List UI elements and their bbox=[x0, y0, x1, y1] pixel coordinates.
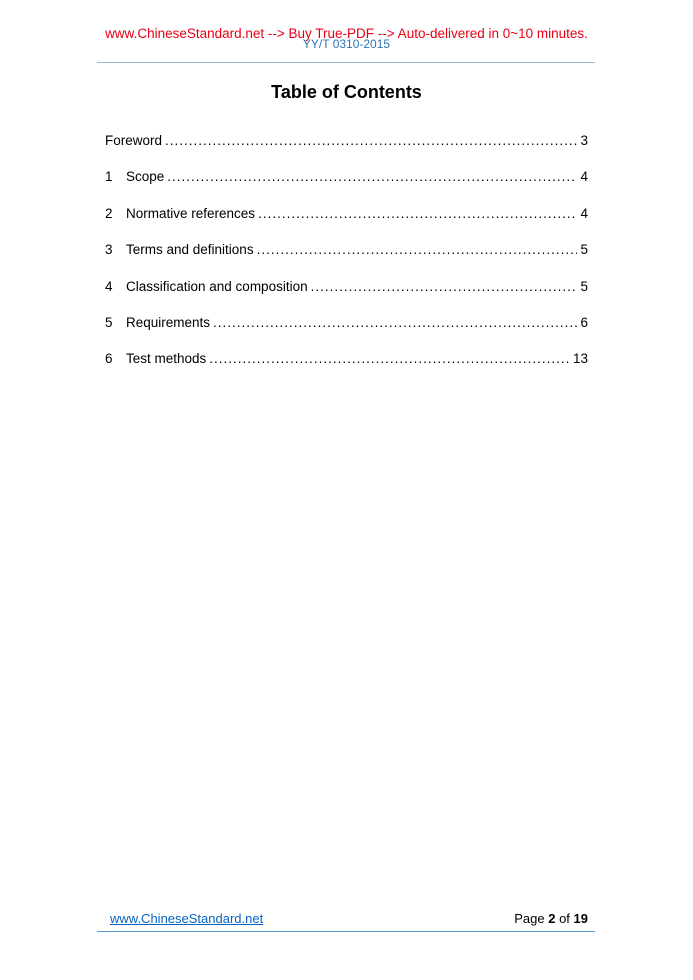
toc-entry-number: 2 bbox=[105, 205, 113, 221]
footer-page-prefix: Page bbox=[514, 911, 545, 926]
toc-entry-requirements bbox=[105, 315, 588, 351]
toc-entry-label: Foreword bbox=[105, 133, 163, 148]
toc-entry-number: 3 bbox=[105, 242, 113, 258]
dot-leader bbox=[257, 242, 578, 257]
toc-entry-label: Classification and composition bbox=[126, 278, 308, 294]
toc-entry-label: Test methods bbox=[126, 351, 207, 367]
dot-leader bbox=[311, 279, 578, 294]
footer-page-indicator bbox=[514, 911, 588, 926]
toc-entry-page: 4 bbox=[580, 169, 588, 185]
footer-divider bbox=[97, 931, 595, 932]
toc-entry-terms-and-definitions bbox=[105, 242, 588, 278]
toc-entry-label: Scope bbox=[126, 169, 165, 185]
footer-page-total: 19 bbox=[573, 911, 588, 926]
toc-entry-label: Requirements bbox=[126, 314, 211, 330]
dot-leader bbox=[258, 206, 577, 221]
toc-entry-page: 13 bbox=[572, 351, 588, 367]
dot-leader bbox=[167, 169, 577, 184]
table-of-contents bbox=[105, 133, 588, 388]
toc-entry-label: Normative references bbox=[126, 205, 256, 221]
footer-page-of: of bbox=[559, 911, 570, 926]
header-divider bbox=[97, 62, 595, 63]
footer-page-current: 2 bbox=[548, 911, 556, 926]
toc-entry-number: 5 bbox=[105, 314, 113, 330]
toc-entry-number: 6 bbox=[105, 351, 113, 367]
document-number: YY/T 0310-2015 bbox=[302, 37, 391, 51]
toc-entry-label: Terms and definitions bbox=[126, 242, 254, 258]
toc-entry-normative-references bbox=[105, 206, 588, 242]
dot-leader bbox=[165, 133, 577, 148]
toc-entry-page: 5 bbox=[580, 278, 588, 294]
toc-entry-page: 6 bbox=[580, 314, 588, 330]
toc-entry-test-methods bbox=[105, 351, 588, 387]
toc-entry-number: 1 bbox=[105, 169, 113, 185]
toc-entry-page: 3 bbox=[580, 133, 588, 148]
promo-banner-text: www.ChineseStandard.net --> Buy True-PDF --> Auto-delivered in 0~10 minutes. bbox=[105, 26, 588, 41]
footer-website-link[interactable]: www.ChineseStandard.net bbox=[110, 911, 264, 926]
page-title: Table of Contents bbox=[271, 82, 422, 102]
toc-entry-foreword bbox=[105, 133, 588, 169]
dot-leader bbox=[209, 351, 570, 366]
dot-leader bbox=[213, 315, 577, 330]
toc-entry-number: 4 bbox=[105, 278, 113, 294]
toc-entry-scope bbox=[105, 169, 588, 205]
toc-entry-page: 5 bbox=[580, 242, 588, 258]
toc-entry-page: 4 bbox=[580, 205, 588, 221]
toc-entry-classification-and-composition bbox=[105, 279, 588, 315]
